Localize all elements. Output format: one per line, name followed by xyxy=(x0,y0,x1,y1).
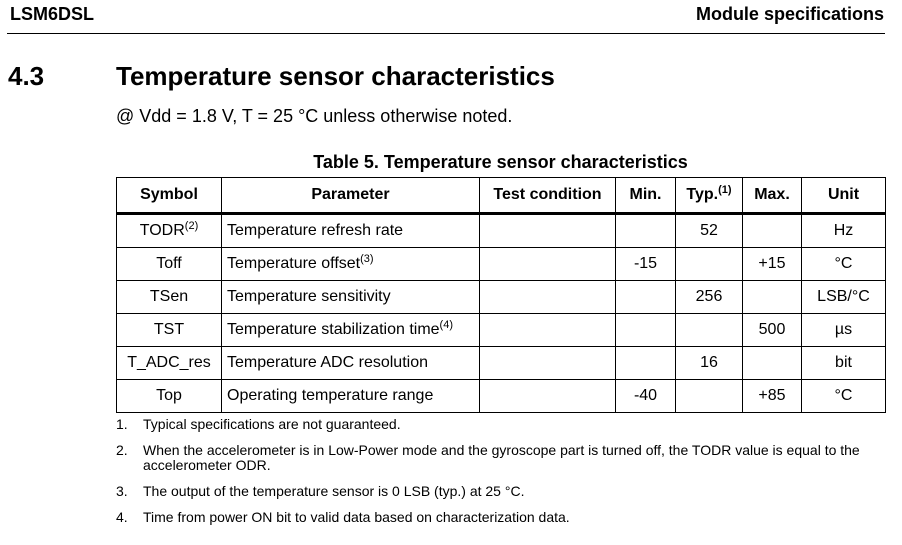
cell-symbol xyxy=(117,248,222,281)
parameter-text: Temperature stabilization time xyxy=(227,321,440,338)
table-row xyxy=(117,248,886,281)
cell-typ: 256 xyxy=(676,281,743,314)
document-part-number: LSM6DSL xyxy=(10,4,95,24)
parameter-footnote-ref: (3) xyxy=(360,253,374,265)
footnote-text: Typical specifications are not guaranteed. xyxy=(143,416,401,432)
cell-min: -15 xyxy=(616,248,676,281)
parameter-text: Temperature sensitivity xyxy=(227,288,391,305)
symbol-text: TODR xyxy=(139,222,185,239)
cell-min xyxy=(616,214,676,248)
cell-max xyxy=(743,214,802,248)
section-number: 4.3 xyxy=(8,61,45,91)
cell-symbol xyxy=(117,347,222,380)
header-parameter: Parameter xyxy=(222,178,480,214)
cell-unit: Hz xyxy=(802,214,886,248)
symbol-text: T_ADC_res xyxy=(127,354,211,371)
cell-max: +15 xyxy=(743,248,802,281)
cell-unit: °C xyxy=(802,248,886,281)
table-caption: Table 5. Temperature sensor characteristics xyxy=(313,152,688,172)
cell-max: +85 xyxy=(743,380,802,413)
parameter-text: Temperature offset xyxy=(227,255,361,272)
cell-symbol xyxy=(117,281,222,314)
footnote xyxy=(116,417,876,432)
cell-test-condition xyxy=(480,380,616,413)
cell-typ xyxy=(676,380,743,413)
cell-max xyxy=(743,281,802,314)
header-max: Max. xyxy=(743,178,802,214)
cell-typ xyxy=(676,248,743,281)
cell-parameter xyxy=(222,248,480,281)
symbol-text: TSen xyxy=(149,288,189,305)
footnote-number: 2. xyxy=(116,442,128,458)
cell-min xyxy=(616,314,676,347)
cell-symbol xyxy=(117,380,222,413)
temperature-spec-table xyxy=(116,177,886,413)
footnote-number: 4. xyxy=(116,509,128,525)
cell-unit: °C xyxy=(802,380,886,413)
footnote-text: When the accelerometer is in Low-Power mode and the gyroscope part is turned off, the TODR value is equal to the accelerometer ODR. xyxy=(143,442,860,473)
cell-symbol xyxy=(117,314,222,347)
document-section-name: Module specifications xyxy=(695,4,884,24)
cell-parameter xyxy=(222,214,480,248)
parameter-text: Operating temperature range xyxy=(227,387,434,404)
cell-parameter xyxy=(222,380,480,413)
footnote-number: 3. xyxy=(116,483,128,499)
symbol-text: TST xyxy=(153,321,185,338)
cell-parameter xyxy=(222,347,480,380)
cell-test-condition xyxy=(480,347,616,380)
header-typ xyxy=(676,178,743,214)
parameter-text: Temperature ADC resolution xyxy=(227,354,428,371)
cell-unit: µs xyxy=(802,314,886,347)
header-symbol: Symbol xyxy=(117,178,222,214)
footnote xyxy=(116,510,876,525)
cell-max: 500 xyxy=(743,314,802,347)
header-typ-footnote-ref: (1) xyxy=(718,184,732,196)
header-min: Min. xyxy=(616,178,676,214)
table-row xyxy=(117,347,886,380)
cell-typ: 16 xyxy=(676,347,743,380)
parameter-footnote-ref: (4) xyxy=(439,319,453,331)
cell-typ: 52 xyxy=(676,214,743,248)
footnote-text: Time from power ON bit to valid data based on characterization data. xyxy=(143,509,570,525)
cell-parameter xyxy=(222,314,480,347)
section-conditions: @ Vdd = 1.8 V, T = 25 °C unless otherwise noted. xyxy=(116,106,513,126)
table-row xyxy=(117,380,886,413)
table-row xyxy=(117,214,886,248)
symbol-text: Toff xyxy=(156,255,182,272)
footnote xyxy=(116,484,876,499)
cell-parameter xyxy=(222,281,480,314)
cell-unit: bit xyxy=(802,347,886,380)
cell-symbol xyxy=(117,214,222,248)
table-row xyxy=(117,314,886,347)
cell-min xyxy=(616,281,676,314)
section-title: Temperature sensor characteristics xyxy=(116,61,555,91)
header-divider xyxy=(7,33,885,34)
table-row xyxy=(117,281,886,314)
symbol-text: Top xyxy=(156,387,182,404)
cell-typ xyxy=(676,314,743,347)
cell-max xyxy=(743,347,802,380)
footnote xyxy=(116,443,876,473)
cell-test-condition xyxy=(480,248,616,281)
cell-min xyxy=(616,347,676,380)
footnote-number: 1. xyxy=(116,416,128,432)
cell-test-condition xyxy=(480,281,616,314)
cell-test-condition xyxy=(480,314,616,347)
header-typ-label: Typ. xyxy=(686,186,719,203)
cell-min: -40 xyxy=(616,380,676,413)
header-test-condition: Test condition xyxy=(480,178,616,214)
table-footnotes xyxy=(116,417,876,536)
table-header-row xyxy=(117,178,886,214)
cell-unit: LSB/°C xyxy=(802,281,886,314)
header-unit: Unit xyxy=(802,178,886,214)
symbol-footnote-ref: (2) xyxy=(184,220,199,232)
footnote-text: The output of the temperature sensor is 0 LSB (typ.) at 25 °C. xyxy=(143,483,525,499)
parameter-text: Temperature refresh rate xyxy=(227,222,404,239)
cell-test-condition xyxy=(480,214,616,248)
